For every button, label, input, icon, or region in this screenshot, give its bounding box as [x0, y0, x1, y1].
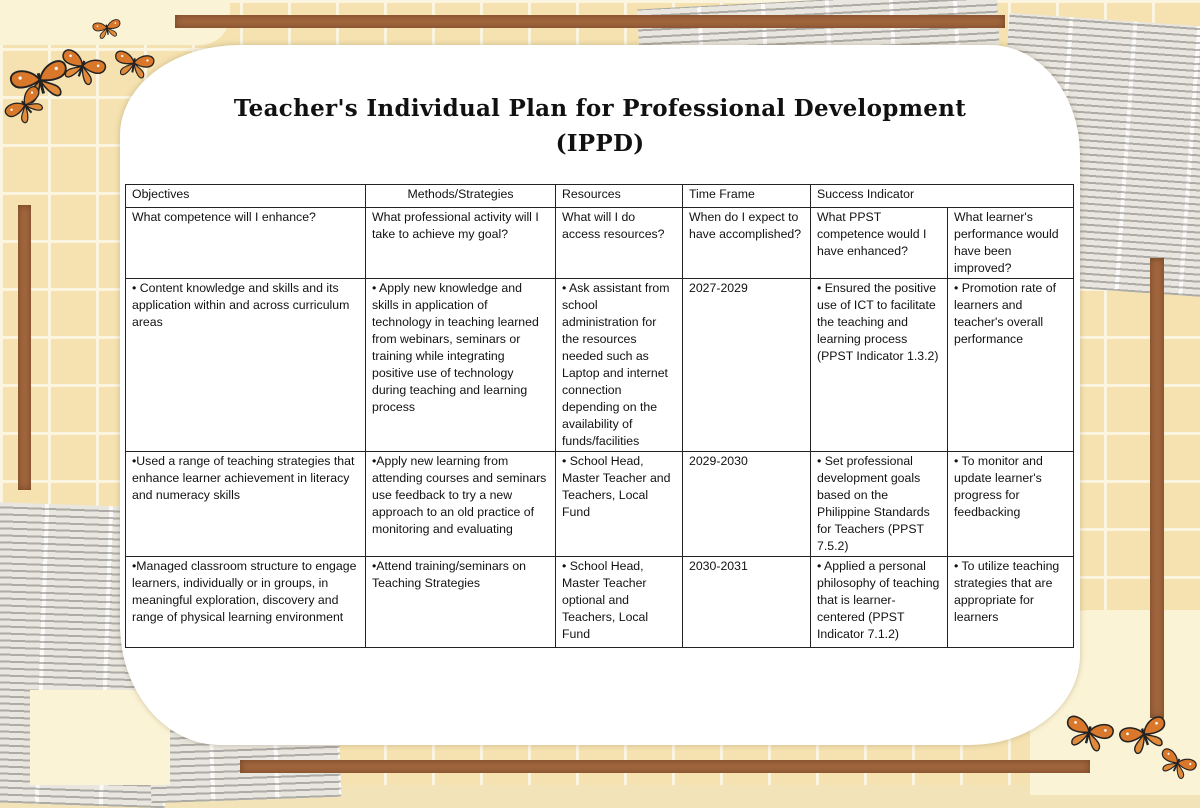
cell-method: •Attend training/seminars on Teaching Strategies	[366, 557, 556, 648]
header-success-indicator: Success Indicator	[811, 185, 1074, 208]
page-title: Teacher's Individual Plan for Professional Development	[233, 95, 967, 122]
butterfly-icon	[55, 45, 110, 87]
table-row	[126, 452, 1074, 557]
table-row	[126, 279, 1074, 452]
cell-method: •Apply new learning from attending courses and seminars use feedback to try a new approach to an old practice of monitoring and evaluating	[366, 452, 556, 557]
cell-time-frame: 2027-2029	[683, 279, 811, 452]
question-time-frame: When do I expect to have accomplished?	[683, 208, 811, 279]
header-objectives: Objectives	[126, 185, 366, 208]
header-time-frame: Time Frame	[683, 185, 811, 208]
question-ppst: What PPST competence would I have enhanced?	[811, 208, 948, 279]
cell-resource: • School Head, Master Teacher optional and Teachers, Local Fund	[556, 557, 683, 648]
header-resources: Resources	[556, 185, 683, 208]
board-frame-top	[175, 15, 1005, 28]
cell-objective: •Used a range of teaching strategies that enhance learner achievement in literacy and numeracy skills	[126, 452, 366, 557]
cell-method: • Apply new knowledge and skills in application of technology in teaching learned from webinars, seminars or training while integrating positive use of technology during teaching and learning process	[366, 279, 556, 452]
board-frame-bottom	[240, 760, 1090, 773]
butterfly-icon	[90, 15, 124, 41]
cell-learners: • To utilize teaching strategies that are appropriate for learners	[948, 557, 1074, 648]
question-resources: What will I do access resources?	[556, 208, 683, 279]
cell-ppst: • Applied a personal philosophy of teaching that is learner-centered (PPST Indicator 7.1.2)	[811, 557, 948, 648]
table-header-row	[126, 185, 1074, 208]
header-methods: Methods/Strategies	[366, 185, 556, 208]
cell-ppst: • Set professional development goals based on the Philippine Standards for Teachers (PPST 7.5.2)	[811, 452, 948, 557]
cell-ppst: • Ensured the positive use of ICT to facilitate the teaching and learning process (PPST Indicator 1.3.2)	[811, 279, 948, 452]
cell-time-frame: 2029-2030	[683, 452, 811, 557]
table-row	[126, 557, 1074, 648]
butterfly-icon	[110, 45, 158, 81]
question-methods: What professional activity will I take to achieve my goal?	[366, 208, 556, 279]
cell-time-frame: 2030-2031	[683, 557, 811, 648]
table-question-row	[126, 208, 1074, 279]
cell-resource: • Ask assistant from school administration for the resources needed such as Laptop and internet connection depending on the availability of funds/facilities	[556, 279, 683, 452]
cell-resource: • School Head, Master Teacher and Teachers, Local Fund	[556, 452, 683, 557]
cell-objective: •Managed classroom structure to engage learners, individually or in groups, in meaningful exploration, discovery and range of physical learning environment	[126, 557, 366, 648]
cell-learners: • To monitor and update learner's progress for feedbacking	[948, 452, 1074, 557]
board-frame-left	[18, 205, 31, 490]
page-subtitle: (IPPD)	[555, 130, 645, 157]
cell-learners: • Promotion rate of learners and teacher's overall performance	[948, 279, 1074, 452]
board-frame-right	[1150, 258, 1164, 718]
cell-objective: • Content knowledge and skills and its application within and across curriculum areas	[126, 279, 366, 452]
question-learners: What learner's performance would have been improved?	[948, 208, 1074, 279]
question-objectives: What competence will I enhance?	[126, 208, 366, 279]
butterfly-icon	[1060, 710, 1118, 754]
ippd-table	[125, 184, 1074, 648]
butterfly-icon	[1155, 745, 1200, 781]
butterfly-icon	[0, 85, 50, 125]
